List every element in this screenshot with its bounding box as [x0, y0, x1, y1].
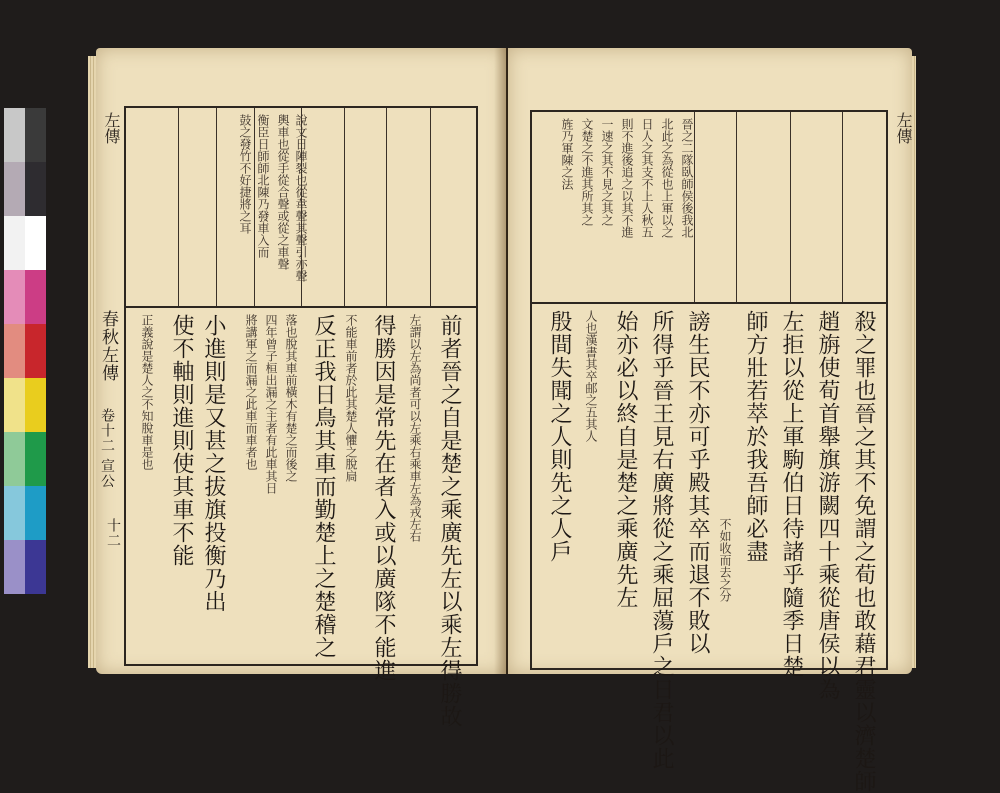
color-calibration-strip: [4, 108, 46, 596]
left-divider: [124, 306, 478, 308]
left-main-col-2: 左謂以左為尚者可以左乘右乘車左為戎左右: [408, 314, 422, 542]
right-main-col-7: 所得乎晉王見右廣將從之乘屈蕩戶之日君以此: [649, 310, 674, 770]
right-divider: [530, 302, 888, 304]
right-note-2: 北此之為從也上軍以之: [660, 118, 674, 238]
calibration-patch: [4, 162, 25, 216]
left-main-col-7: 四年曾子桓出漏之主者有此車其日: [264, 314, 278, 494]
right-marginal-label: 左傳: [894, 112, 913, 144]
calibration-patch: [25, 216, 46, 270]
calibration-patch: [25, 270, 46, 324]
left-main-col-3: 得勝因是常先在者入或以廣隊不能進: [371, 314, 396, 682]
calibration-patch: [4, 486, 25, 540]
right-page: [508, 48, 913, 793]
right-main-col-9: 人也漢書其卒邮之五其人: [584, 310, 598, 442]
calibration-patch: [4, 540, 25, 594]
left-main-col-9: 小進則是又甚之拔旗投衡乃出: [201, 314, 226, 613]
calibration-patch: [4, 108, 25, 162]
calibration-patch: [25, 378, 46, 432]
right-main-col-8: 始亦必以終自是楚之乘廣先左: [613, 310, 638, 609]
calibration-patch: [4, 324, 25, 378]
right-main-col-5: 不如收而去之分: [718, 518, 732, 602]
calibration-patch: [25, 162, 46, 216]
left-marginal-label: 左傳: [102, 112, 121, 144]
volume-label: 卷十二 宣公: [99, 408, 115, 489]
left-note-3: 衡臣日師師北陳乃發車入而: [256, 114, 270, 258]
calibration-patch: [4, 216, 25, 270]
left-page: [96, 48, 506, 728]
left-main-col-10: 使不軸則進則使其車不能: [169, 314, 194, 567]
right-main-col-1: 殺之罪也晉之其不免謂之荀也敢藉君靈以濟楚師: [851, 310, 876, 793]
left-main-col-1: 前者晉之自是楚之乘廣先左以乘左得勝故: [437, 314, 462, 728]
left-main-col-4: 不能車前者於此其楚人懼之脫扃: [344, 314, 358, 482]
right-main-col-2: 趙旃使荀首舉旗游闕四十乘從唐侯以為: [815, 310, 840, 701]
calibration-patch: [25, 108, 46, 162]
calibration-patch: [4, 270, 25, 324]
calibration-patch: [25, 540, 46, 594]
left-main-col-11: 正義說是楚人之不知脫車是也: [140, 314, 154, 470]
left-main-col-5: 反正我日鳥其車而勤楚上之楚稽之: [311, 314, 336, 659]
right-main-col-4: 師方壯若萃於我吾師必盡: [743, 310, 768, 563]
calibration-patch: [25, 324, 46, 378]
right-main-col-6: 謗生民不亦可乎殿其卒而退不敗以: [685, 310, 710, 655]
right-main-col-10: 殷間失聞之人則先之人戶: [547, 310, 572, 563]
left-main-col-8: 將講軍之而漏之此車而車者也: [244, 314, 258, 470]
right-note-4: 則不進後追之以其不進: [620, 118, 634, 238]
right-note-5: 一速之其不見之其之: [600, 118, 614, 226]
calibration-patch: [4, 378, 25, 432]
book-title: 春秋左傳: [98, 310, 118, 382]
left-note-2: 輿車也從手從合聲或從之車聲: [276, 114, 290, 270]
page-number: 十二: [105, 518, 121, 548]
right-note-1: 晉之二隊臥師侯後我北: [680, 118, 694, 238]
calibration-patch: [25, 486, 46, 540]
left-note-1: 說文日陣裂也從韋聲其聲引亦聲: [294, 114, 308, 282]
calibration-patch: [4, 432, 25, 486]
right-note-6: 文楚之不進其所其之: [580, 118, 594, 226]
left-main-col-6: 落也脫其車前橫木有楚之而後之: [284, 314, 298, 482]
right-note-3: 日人之其支不上人秋五: [640, 118, 654, 238]
calibration-patch: [25, 432, 46, 486]
right-note-7: 旌乃軍陳之法: [560, 118, 574, 190]
left-note-4: 鼓之發竹不好捷將之耳: [238, 114, 252, 234]
right-main-col-3: 左拒以從上軍駒伯日待諸乎隨季日楚: [779, 310, 804, 678]
